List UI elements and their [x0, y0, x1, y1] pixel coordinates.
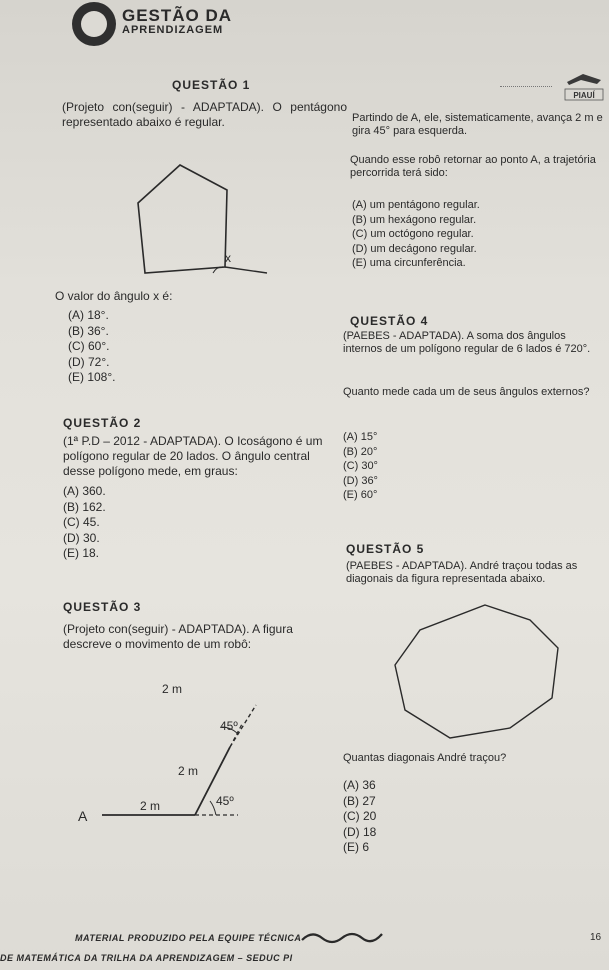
q4-option-c[interactable]: (C) 30°: [343, 460, 378, 472]
q4-option-b[interactable]: (B) 20°: [343, 445, 378, 458]
q4-option-d[interactable]: (D) 36°: [343, 474, 378, 487]
q1-prompt: O valor do ângulo x é:: [55, 289, 173, 303]
q3-robot-path-figure: [70, 675, 290, 835]
q2-title: QUESTÃO 2: [63, 416, 142, 430]
q3-question: Quando esse robô retornar ao ponto A, a trajetória percorrida terá sido:: [350, 154, 596, 179]
header-divider: [500, 86, 552, 87]
q3-option-b[interactable]: (B) um hexágono regular.: [352, 213, 477, 226]
q1-options: [68, 308, 115, 386]
turn-angle-1: 45º: [216, 794, 234, 808]
nonagon-shape: [395, 605, 558, 738]
piaui-logo-text: PIAUÍ: [573, 91, 595, 100]
footer-wave-icon: [300, 928, 390, 946]
q2-option-a[interactable]: (A) 360.: [63, 484, 106, 498]
q4-option-e[interactable]: (E) 60°: [343, 489, 378, 501]
point-a-label: A: [78, 808, 88, 824]
q5-option-c[interactable]: (C) 20: [343, 809, 377, 823]
q1-option-d[interactable]: (D) 72°.: [68, 354, 110, 369]
footer-credit: MATERIAL PRODUZIDO PELA EQUIPE TÉCNICA: [75, 933, 302, 943]
q1-option-e[interactable]: (E) 108°.: [68, 370, 116, 384]
q3-option-a[interactable]: (A) um pentágono regular.: [352, 199, 480, 211]
q5-option-b[interactable]: (B) 27: [343, 793, 376, 808]
q3-continuation: Partindo de A, ele, sistematicamente, avança 2 m e gira 45° para esquerda.: [352, 112, 603, 137]
turn-angle-2: 45º: [220, 719, 238, 733]
q4-text: (PAEBES - ADAPTADA). A soma dos ângulos internos de um polígono regular de 6 lados é 720°.: [343, 330, 591, 355]
q5-option-d[interactable]: (D) 18: [343, 824, 377, 839]
q4-options: [343, 430, 378, 503]
q3-option-e[interactable]: (E) uma circunferência.: [352, 257, 466, 269]
logo-title: GESTÃO DA: [122, 6, 233, 25]
q2-option-e[interactable]: (E) 18.: [63, 546, 100, 560]
q1-title: QUESTÃO 1: [172, 78, 251, 92]
q2-option-b[interactable]: (B) 162.: [63, 499, 106, 514]
q4-option-a[interactable]: (A) 15°: [343, 431, 378, 443]
q3-option-d[interactable]: (D) um decágono regular.: [352, 242, 477, 255]
q5-text: (PAEBES - ADAPTADA). André traçou todas as diagonais da figura representada abaixo.: [346, 560, 578, 585]
q1-option-a[interactable]: (A) 18°.: [68, 308, 109, 322]
q1-pentagon-figure: [125, 145, 285, 285]
q1-option-c[interactable]: (C) 60°.: [68, 339, 110, 353]
q1-option-b[interactable]: (B) 36°.: [68, 323, 109, 338]
q3-option-c[interactable]: (C) um octógono regular.: [352, 228, 474, 240]
q4-title: QUESTÃO 4: [350, 314, 429, 328]
q5-question: Quantas diagonais André traçou?: [343, 752, 507, 764]
q3-title: QUESTÃO 3: [63, 600, 142, 614]
q5-options: [343, 778, 376, 856]
segment-2-length: 2 m: [178, 764, 199, 778]
q3-text: (Projeto con(seguir) - ADAPTADA). A figura descreve o movimento de um robô:: [63, 622, 293, 651]
pentagon-extended-side: [225, 267, 267, 273]
q5-title: QUESTÃO 5: [346, 542, 425, 556]
q2-text: (1ª P.D – 2012 - ADAPTADA). O Icoságono é um polígono regular de 20 lados. O ângulo central desse polígono mede, em graus:: [63, 434, 323, 478]
q3-options: [352, 198, 480, 271]
q2-option-d[interactable]: (D) 30.: [63, 530, 100, 545]
piaui-logo-icon: [563, 72, 605, 102]
gestao-logo-icon: [72, 2, 116, 46]
q2-options: [63, 484, 106, 562]
q1-text: (Projeto con(seguir) - ADAPTADA). O pentágono representado abaixo é regular.: [62, 100, 347, 129]
segment-3-length: 2 m: [162, 682, 183, 696]
angle-x-label: x: [225, 251, 231, 265]
q5-option-a[interactable]: (A) 36: [343, 778, 376, 792]
q5-polygon-figure: [380, 600, 590, 750]
page-number: 16: [590, 932, 602, 943]
segment-1-length: 2 m: [140, 799, 161, 813]
logo-subtitle: APRENDIZAGEM: [122, 24, 224, 36]
footer-department: DE MATEMÁTICA DA TRILHA DA APRENDIZAGEM – SEDUC PI: [0, 953, 293, 963]
q4-question: Quanto mede cada um de seus ângulos externos?: [343, 386, 590, 398]
q5-option-e[interactable]: (E) 6: [343, 840, 370, 854]
q2-option-c[interactable]: (C) 45.: [63, 515, 100, 529]
pentagon-shape: [138, 165, 227, 273]
